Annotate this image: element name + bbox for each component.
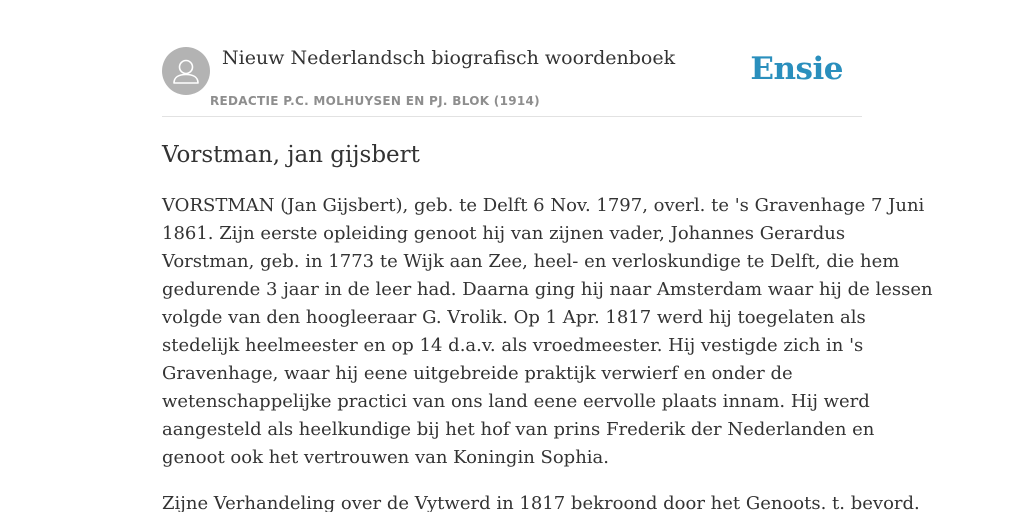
text-line: aangesteld als heelkundige bij het hof van prins Frederik der Nederlanden en [162,419,875,440]
text-line: volgde van den hoogleeraar G. Vrolik. Op 1 Apr. 1817 werd hij toegelaten als [162,307,866,328]
text-line: Vorstman, geb. in 1773 te Wijk aan Zee, heel- en verloskundige te Delft, die hem [162,251,900,272]
book-title[interactable]: Nieuw Nederlandsch biografisch woordenboek [222,47,676,69]
editors-credit: REDACTIE P.C. MOLHUYSEN EN PJ. BLOK (1914) [210,94,540,108]
entry-title: Vorstman, jan gijsbert [162,142,420,168]
text-line: wetenschappelijke practici van ons land eene eervolle plaats innam. Hij werd [162,391,870,412]
text-line: genoot ook het vertrouwen van Koningin Sophia. [162,447,610,468]
text-line: gedurende 3 jaar in de leer had. Daarna ging hij naar Amsterdam waar hij de lessen [162,279,933,300]
content-column [162,0,933,512]
entry-body [162,192,933,512]
text-line: stedelijk heelmeester en op 14 d.a.v. als vroedmeester. Hij vestigde zich in 's [162,335,864,356]
text-line: VORSTMAN (Jan Gijsbert), geb. te Delft 6 Nov. 1797, overl. te 's Gravenhage 7 Juni [162,195,925,216]
entry-paragraph-1 [162,192,933,472]
text-line: Gravenhage, waar hij eene uitgebreide praktijk verwierf en onder de [162,363,793,384]
ensie-logo[interactable]: Ensie [750,51,843,87]
text-line: 1861. Zijn eerste opleiding genoot hij van zijnen vader, Johannes Gerardus [162,223,846,244]
entry-paragraph-2 [162,490,920,512]
text-line: Zijne Verhandeling over de Vytwerd in 1817 bekroond door het Genoots. t. bevord. [162,493,920,512]
book-header [162,0,862,117]
user-silhouette-icon [162,47,210,95]
